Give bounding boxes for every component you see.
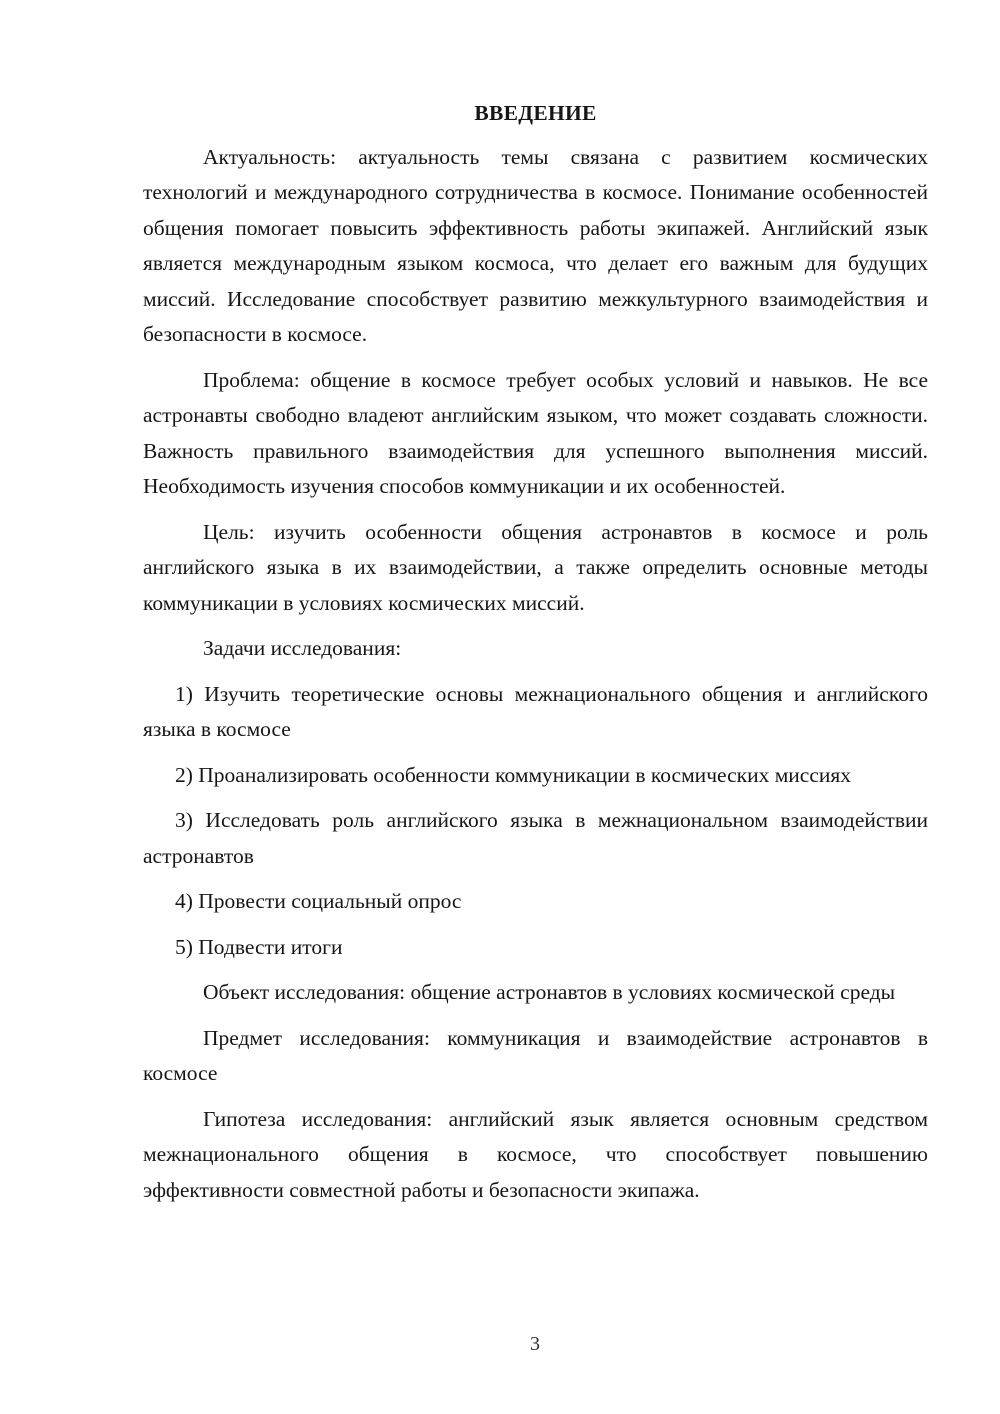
tasks-list: [143, 677, 928, 966]
page-title: ВВЕДЕНИЕ: [474, 101, 597, 125]
document-page: [143, 96, 928, 1218]
task-item-1: 1) Изучить теоретические основы межнационального общения и английского языка в космосе: [143, 681, 928, 741]
subject-paragraph: Предмет исследования: коммуникация и взаимодействие астронавтов в космосе: [143, 1025, 928, 1085]
hypothesis-paragraph: Гипотеза исследования: английский язык является основным средством межнационального общения в космосе, что способствует повышению эффективности совместной работы и безопасности экипажа.: [143, 1106, 928, 1202]
relevance-paragraph: Актуальность: актуальность темы связана с развитием космических технологий и международного сотрудничества в космосе. Понимание особенностей общения помогает повысить эффективность работы экипажей. Английский язык является международным языком космоса, что делает его важным для будущих миссий. Исследование способствует развитию межкультурного взаимодействия и безопасности в космосе.: [143, 144, 928, 346]
task-item-4: 4) Провести социальный опрос: [175, 889, 462, 913]
tasks-heading: Задачи исследования:: [203, 636, 402, 660]
task-item-5: 5) Подвести итоги: [175, 934, 343, 959]
object-paragraph: Объект исследования: общение астронавтов в условиях космической среды: [203, 980, 896, 1004]
page-number: 3: [530, 1333, 540, 1355]
problem-paragraph: Проблема: общение в космосе требует особых условий и навыков. Не все астронавты свободно владеют английским языком, что может создавать сложности. Важность правильного взаимодействия для успешного выполнения миссий. Необходимость изучения способов коммуникации и их особенностей.: [143, 367, 928, 498]
goal-paragraph: Цель: изучить особенности общения астронавтов в космосе и роль английского языка в их взаимодействии, а также определить основные методы коммуникации в условиях космических миссий.: [143, 519, 928, 615]
task-item-3: 3) Исследовать роль английского языка в межнациональном взаимодействии астронавтов: [143, 808, 928, 868]
task-item-2: 2) Проанализировать особенности коммуникации в космических миссиях: [175, 762, 852, 787]
